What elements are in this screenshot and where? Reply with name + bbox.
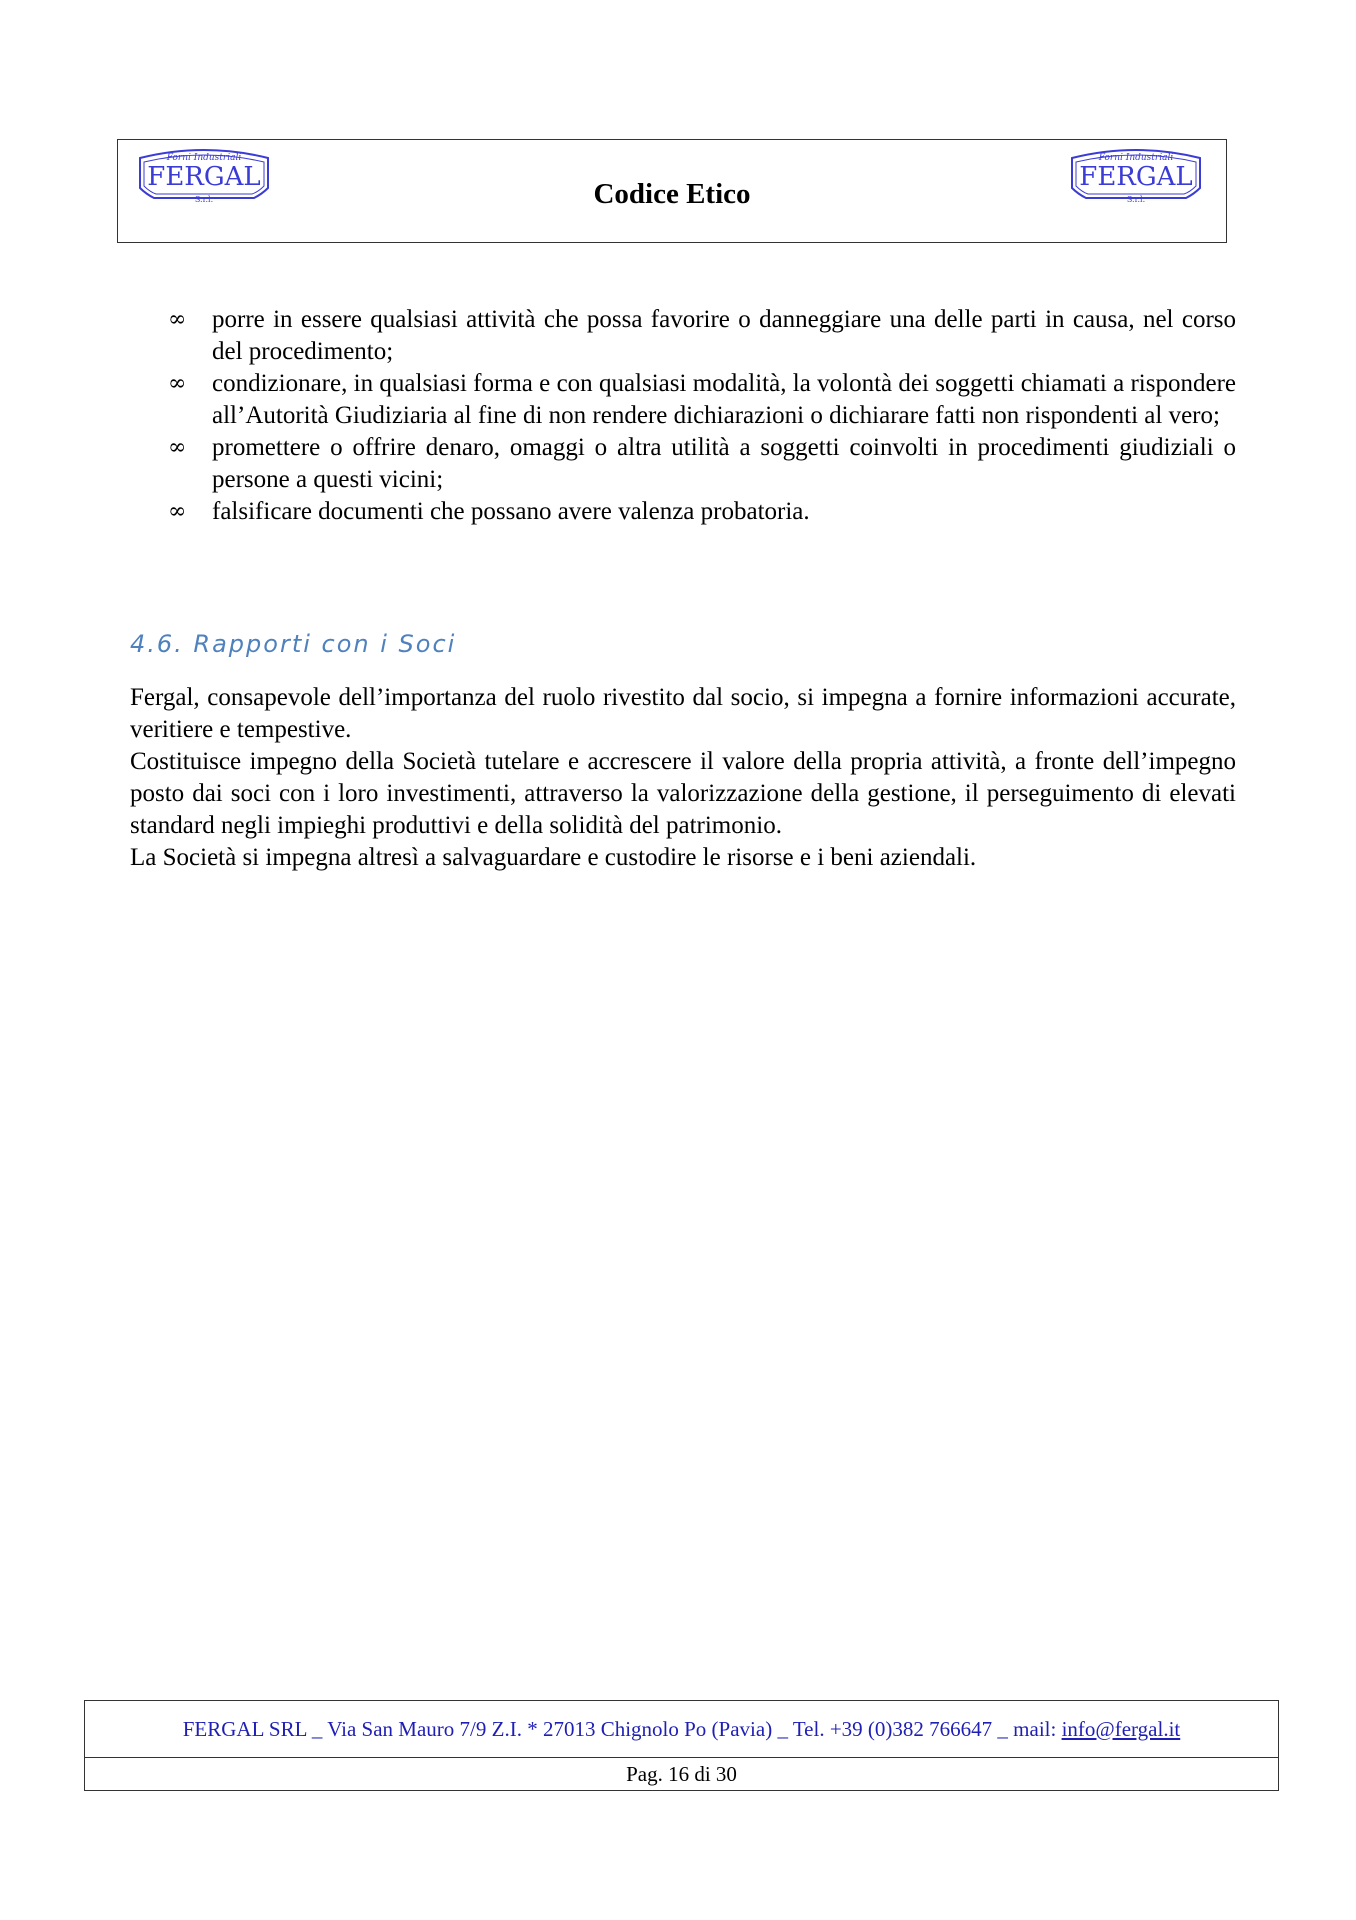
footer-address: FERGAL SRL _ Via San Mauro 7/9 Z.I. * 27013 Chignolo Po (Pavia) _ Tel. +39 (0)382 766647 _ mail: info@fergal.it [85,1701,1279,1758]
paragraph: La Società si impegna altresì a salvaguardare e custodire le risorse e i beni aziendali. [130,844,977,871]
list-item: ∞ promettere o offrire denaro, omaggi o altra utilità a soggetti coinvolti in procedimenti giudiziali o persone a questi vicini; [168,434,1236,493]
email-link[interactable]: info@fergal.it [1061,1716,1181,1741]
page-header [117,139,1227,243]
list-item: ∞ falsificare documenti che possano avere valenza probatoria. [168,496,1236,528]
svg-text:S.r.l.: S.r.l. [1126,195,1146,204]
prohibited-actions-list [168,304,1236,528]
svg-text:FERGAL: FERGAL [147,162,261,192]
infinity-bullet-icon: ∞ [168,499,187,524]
svg-text:FERGAL: FERGAL [1079,162,1193,192]
section-body [130,682,1236,874]
infinity-bullet-icon: ∞ [168,435,187,460]
infinity-bullet-icon: ∞ [168,371,187,396]
paragraph: Fergal, consapevole dell’importanza del ruolo rivestito dal socio, si impegna a fornire informazioni accurate, veritiere e tempestive. [130,684,1236,743]
page-number: Pag. 16 di 30 [85,1758,1279,1791]
paragraph: Costituisce impegno della Società tutelare e accrescere il valore della propria attività, a fronte dell’impegno posto dai soci con i loro investimenti, attraverso la valorizzazione della gestione, il perseguimento di elevati standard negli impieghi produttivi e della solidità del patrimonio. [130,748,1236,839]
document-title: Codice Etico [593,178,751,210]
list-item: ∞ condizionare, in qualsiasi forma e con qualsiasi modalità, la volontà dei soggetti chiamati a rispondere all’Autorità Giudiziaria al fine di non rendere dichiarazioni o dichiarare fatti non rispondenti al vero; [168,370,1236,429]
section-heading: 4.6. Rapporti con i Soci [130,630,457,658]
infinity-bullet-icon: ∞ [168,307,187,332]
svg-text:Forni Industriali: Forni Industriali [166,153,242,163]
page-footer [84,1700,1279,1791]
list-item: ∞ porre in essere qualsiasi attività che possa favorire o danneggiare una delle parti in causa, nel corso del procedimento; [168,306,1236,365]
svg-text:S.r.l.: S.r.l. [194,195,214,204]
svg-text:Forni Industriali: Forni Industriali [1098,153,1174,163]
fergal-logo-right [1066,144,1206,206]
